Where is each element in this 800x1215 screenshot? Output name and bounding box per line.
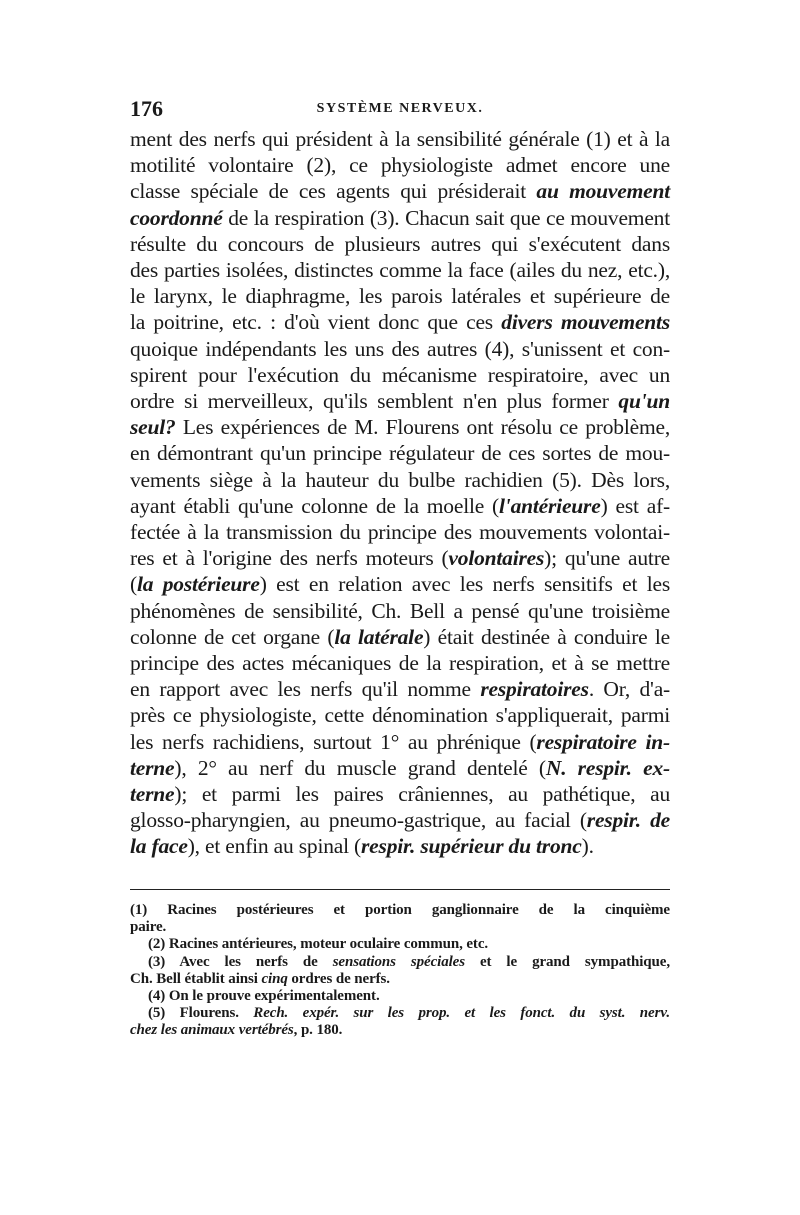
footnote-line: paire. bbox=[130, 919, 167, 936]
main-paragraph bbox=[130, 126, 670, 860]
text-line: phénomènes de sensibilité, Ch. Bell a pensé qu'une troisième bbox=[130, 598, 670, 623]
footnote-line: chez les animaux vertébrés, p. 180. bbox=[130, 1022, 343, 1039]
running-title: SYSTÈME NERVEUX. bbox=[316, 101, 484, 116]
text-line: seul? Les expériences de M. Flourens ont résolu ce problème, bbox=[130, 415, 670, 440]
footnote-line: (5) Flourens. Rech. expér. sur les prop. et les fonct. du syst. nerv. bbox=[148, 1005, 670, 1022]
text-line: des parties isolées, distinctes comme la face (ailes du nez, etc.), bbox=[130, 258, 670, 283]
footnote-separator bbox=[130, 889, 670, 890]
text-line: spirent pour l'exécution du mécanisme respiratoire, avec un bbox=[130, 362, 670, 387]
footnote-line: (1) Racines postérieures et portion ganglionnaire de la cinquième bbox=[130, 902, 670, 918]
text-line: (la postérieure) est en relation avec les nerfs sensitifs et les bbox=[130, 572, 670, 597]
text-line: terne), 2° au nerf du muscle grand dentelé (N. respir. ex- bbox=[130, 755, 670, 780]
text-line: principe des actes mécaniques de la respiration, et à se mettre bbox=[130, 651, 670, 676]
footnote-line: (2) Racines antérieures, moteur oculaire commun, etc. bbox=[148, 936, 489, 953]
text-line: motilité volontaire (2), ce physiologiste admet encore une bbox=[130, 153, 670, 178]
footnote-line: (4) On le prouve expérimentalement. bbox=[148, 988, 380, 1005]
text-line: quoique indépendants les uns des autres (4), s'unissent et con- bbox=[130, 336, 670, 361]
text-line: classe spéciale de ces agents qui présiderait au mouvement bbox=[130, 179, 671, 204]
text-line: res et à l'origine des nerfs moteurs (volontaires); qu'une autre bbox=[130, 546, 670, 571]
text-line: ordre si merveilleux, qu'ils semblent n'en plus former qu'un bbox=[130, 389, 670, 414]
text-line: terne); et parmi les paires crâniennes, au pathétique, au bbox=[130, 782, 670, 807]
text-line: près ce physiologiste, cette dénomination s'appliquerait, parmi bbox=[130, 703, 670, 728]
text-line: en démontrant qu'un principe régulateur de ces sortes de mou- bbox=[130, 441, 670, 466]
page-header bbox=[130, 96, 670, 126]
text-line: le larynx, le diaphragme, les parois latérales et supérieure de bbox=[130, 284, 670, 309]
text-line: coordonné de la respiration (3). Chacun sait que ce mouvement bbox=[130, 205, 670, 230]
text-line: ment des nerfs qui président à la sensibilité générale (1) et à la bbox=[130, 127, 670, 151]
text-line: la poitrine, etc. : d'où vient donc que ces divers mouvements bbox=[130, 310, 670, 335]
footnote-line: Ch. Bell établit ainsi cinq ordres de nerfs. bbox=[130, 970, 390, 987]
footnote-line: (3) Avec les nerfs de sensations spéciales et le grand sympathique, bbox=[148, 953, 670, 970]
text-line: vements siège à la hauteur du bulbe rachidien (5). Dès lors, bbox=[130, 467, 670, 492]
text-line: ayant établi qu'une colonne de la moelle (l'antérieure) est af- bbox=[130, 493, 670, 518]
text-line: glosso-pharyngien, au pneumo-gastrique, au facial (respir. de bbox=[130, 808, 670, 833]
footnotes bbox=[130, 902, 670, 1040]
text-line: en rapport avec les nerfs qu'il nomme respiratoires. Or, d'a- bbox=[130, 677, 670, 702]
text-line: la face), et enfin au spinal (respir. supérieur du tronc). bbox=[130, 834, 594, 859]
text-line: les nerfs rachidiens, surtout 1° au phrénique (respiratoire in- bbox=[130, 729, 670, 754]
page-number: 176 bbox=[130, 96, 163, 121]
text-line: résulte du concours de plusieurs autres qui s'exécutent dans bbox=[130, 231, 670, 256]
text-line: fectée à la transmission du principe des mouvements volontai- bbox=[130, 520, 670, 545]
text-line: colonne de cet organe (la latérale) était destinée à conduire le bbox=[130, 624, 670, 649]
